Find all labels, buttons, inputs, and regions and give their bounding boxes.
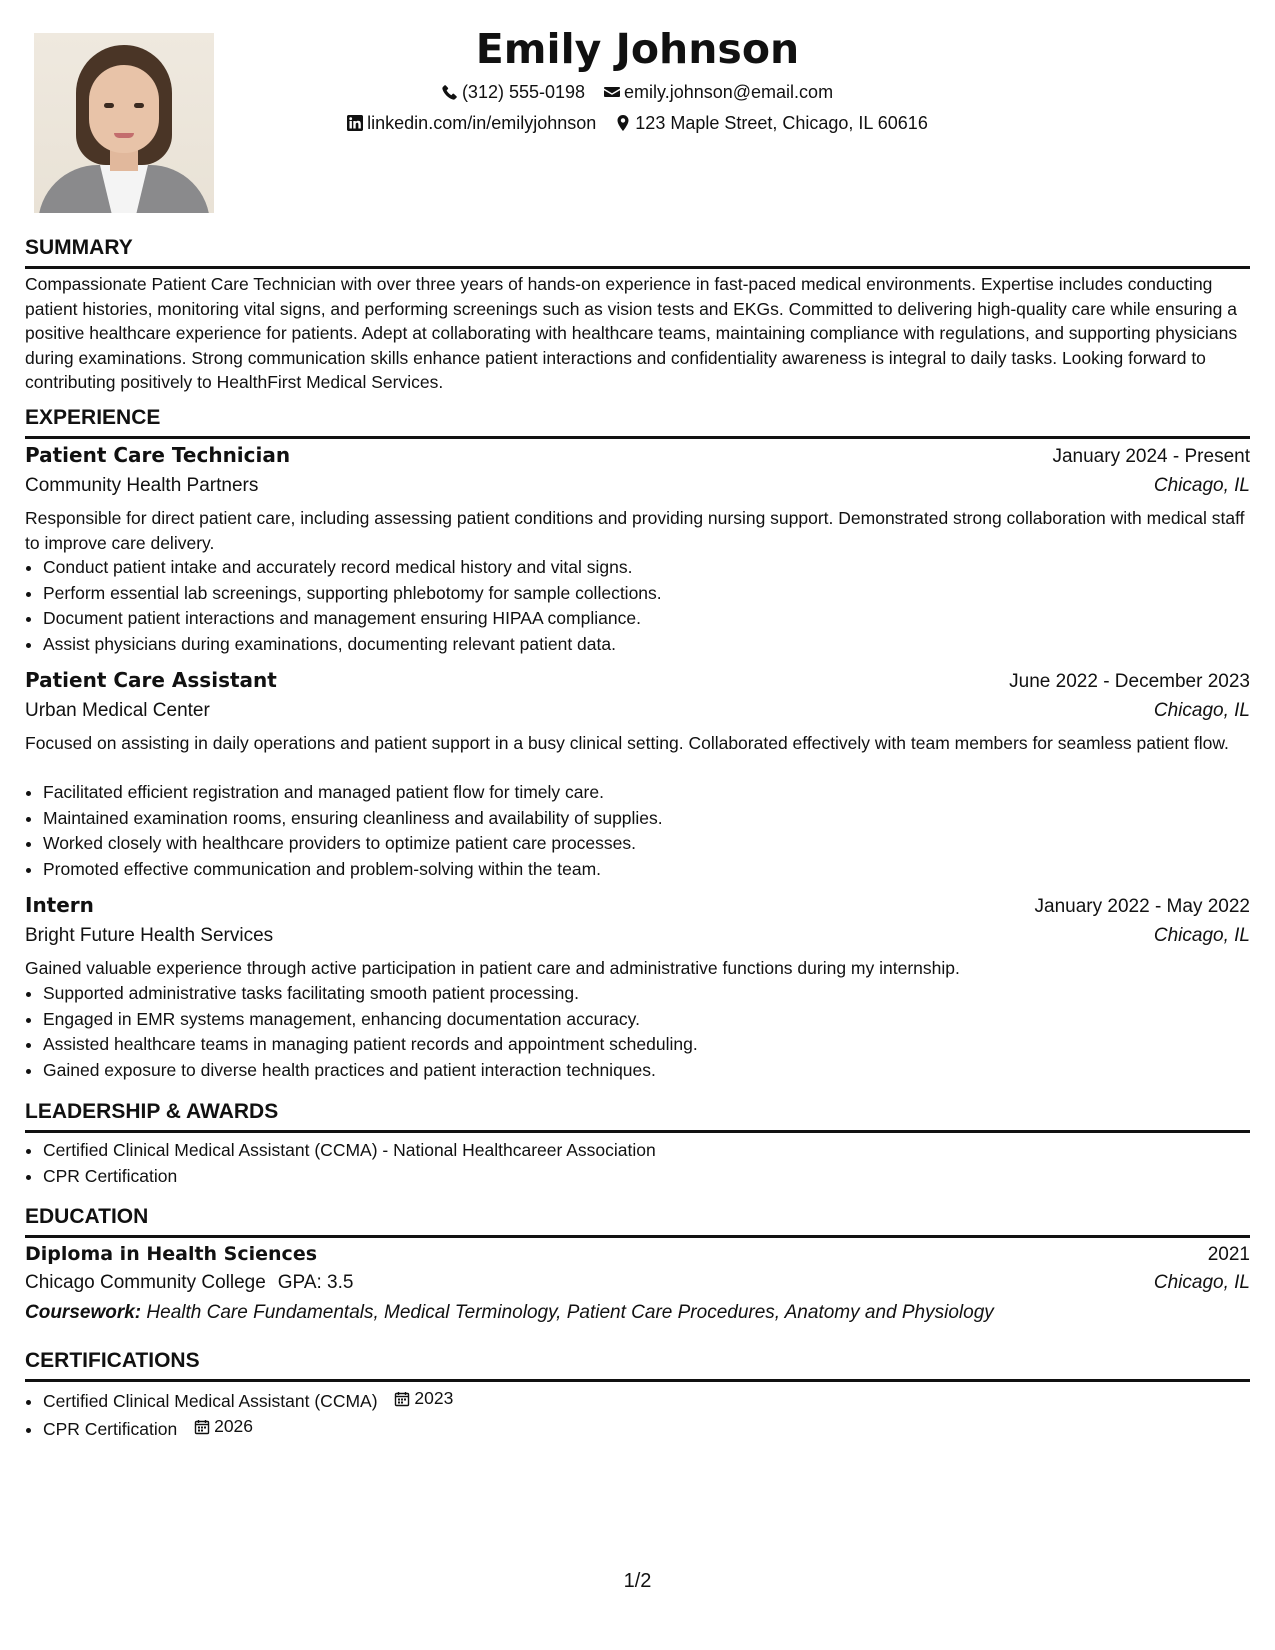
gpa: GPA: 3.5 [277,1272,354,1293]
candidate-name: Emily Johnson [475,25,800,73]
contact-row-1 [25,80,1250,106]
linkedin-text: linkedin.com/in/emilyjohnson [367,113,597,133]
school-location: Chicago, IL [1153,1272,1250,1293]
job-header [25,891,1250,921]
list-item: • Maintained examination rooms, ensuring cleanliness and availability of supplies. [43,806,1268,832]
list-item: • Gained exposure to diverse health practices and patient interaction techniques. [43,1058,1268,1084]
job-company-row [25,697,1250,725]
job-company-row [25,922,1250,950]
degree-title: Diploma in Health Sciences [25,1243,318,1265]
calendar-icon [194,1419,210,1435]
email-contact[interactable] [604,80,833,104]
job-title: Patient Care Assistant [25,668,277,692]
cert-name: CPR Certification [43,1419,178,1439]
job-header [25,441,1250,471]
list-item: • CPR Certification [43,1164,1268,1190]
education-header [25,1240,1250,1269]
job-location: Chicago, IL [1153,475,1250,496]
job-bullets [25,780,1268,882]
address-contact [615,111,928,135]
education-heading: EDUCATION [25,1203,1250,1238]
phone-text: (312) 555-0198 [461,82,586,102]
summary-text: Compassionate Patient Care Technician with over three years of hands-on experience in fast-paced medical environments. Expertise includes conducting patient histories, monitoring vital signs, and performing screenings such as vision tests and EKGs. Committed to delivering high-quality care while ensuring a positive healthcare experience for patients. Adept at collaborating with healthcare teams, maintaining compliance with regulations, and supporting physicians during examinations. Strong communication skills enhance patient interactions and confidentiality awareness is integral to daily tasks. Looking forward to contributing positively to HealthFirst Medical Services. [25,274,1238,392]
school-name: Chicago Community College [25,1272,266,1293]
cert-date [194,1414,253,1440]
job-location: Chicago, IL [1153,700,1250,721]
list-item: • Conduct patient intake and accurately record medical history and vital signs. [43,555,1268,581]
list-item: • Supported administrative tasks facilitating smooth patient processing. [43,981,1268,1007]
list-item: • Facilitated efficient registration and managed patient flow for timely care. [43,780,1268,806]
certifications-heading: CERTIFICATIONS [25,1347,1250,1382]
job-company: Urban Medical Center [25,700,210,721]
job-title: Intern [25,893,94,917]
job-dates: June 2022 - December 2023 [1009,671,1250,692]
job-description: Responsible for direct patient care, including assessing patient conditions and providing nursing support. Demonstrated strong collaboration with medical staff to improve care delivery. [25,508,1245,553]
job-location: Chicago, IL [1153,925,1250,946]
job-bullets [25,555,1268,657]
leadership-heading: LEADERSHIP & AWARDS [25,1098,1250,1133]
job-dates: January 2024 - Present [1052,446,1250,467]
job-company: Bright Future Health Services [25,925,274,946]
leadership-list [25,1138,1268,1189]
job-company-row [25,472,1250,500]
job-title: Patient Care Technician [25,443,291,467]
coursework [25,1299,1250,1327]
address-text: 123 Maple Street, Chicago, IL 60616 [635,113,928,133]
contact-row-2 [25,111,1250,137]
coursework-list: Health Care Fundamentals, Medical Terminology, Patient Care Procedures, Anatomy and Physiology [146,1302,994,1323]
job-description: Focused on assisting in daily operations and patient support in a busy clinical setting. Collaborated effectively with team members for seamless patient flow. [25,733,1229,753]
job-header [25,666,1250,696]
list-item: • Worked closely with healthcare providers to optimize patient care processes. [43,831,1268,857]
certifications-list [25,1386,1268,1443]
list-item: • Certified Clinical Medical Assistant (CCMA) - National Healthcareer Association [43,1138,1268,1164]
phone-contact[interactable] [442,80,585,104]
list-item: • Engaged in EMR systems management, enhancing documentation accuracy. [43,1007,1268,1033]
list-item [43,1414,1268,1442]
list-item: • Perform essential lab screenings, supporting phlebotomy for sample collections. [43,581,1268,607]
school-info [25,1269,353,1297]
calendar-icon [394,1391,410,1407]
envelope-icon [604,84,620,100]
map-pin-icon [615,115,631,131]
summary-heading: SUMMARY [25,234,1250,269]
job-bullets [25,981,1268,1083]
list-item: • Assisted healthcare teams in managing patient records and appointment scheduling. [43,1032,1268,1058]
cert-year: 2026 [214,1416,254,1437]
email-text: emily.johnson@email.com [624,82,834,102]
education-school-row [25,1269,1250,1297]
phone-icon [442,84,458,100]
cert-name: Certified Clinical Medical Assistant (CCMA) [43,1390,378,1411]
experience-heading: EXPERIENCE [25,404,1250,439]
list-item: • Promoted effective communication and problem-solving within the team. [43,857,1268,883]
cert-date [394,1386,453,1412]
linkedin-icon [347,115,363,131]
job-company: Community Health Partners [25,475,259,496]
page-number: 1/2 [623,1570,652,1592]
coursework-label: Coursework: [25,1302,142,1323]
list-item: • Assist physicians during examinations, documenting relevant patient data. [43,632,1268,658]
cert-year: 2023 [414,1388,454,1408]
list-item: • Document patient interactions and management ensuring HIPAA compliance. [43,606,1268,632]
resume-page [25,0,1250,1650]
job-description: Gained valuable experience through active participation in patient care and administrative functions during my internship. [25,958,960,978]
list-item [43,1386,1268,1414]
linkedin-contact[interactable] [347,111,596,135]
graduation-year: 2021 [1207,1244,1250,1265]
job-dates: January 2022 - May 2022 [1034,896,1250,917]
